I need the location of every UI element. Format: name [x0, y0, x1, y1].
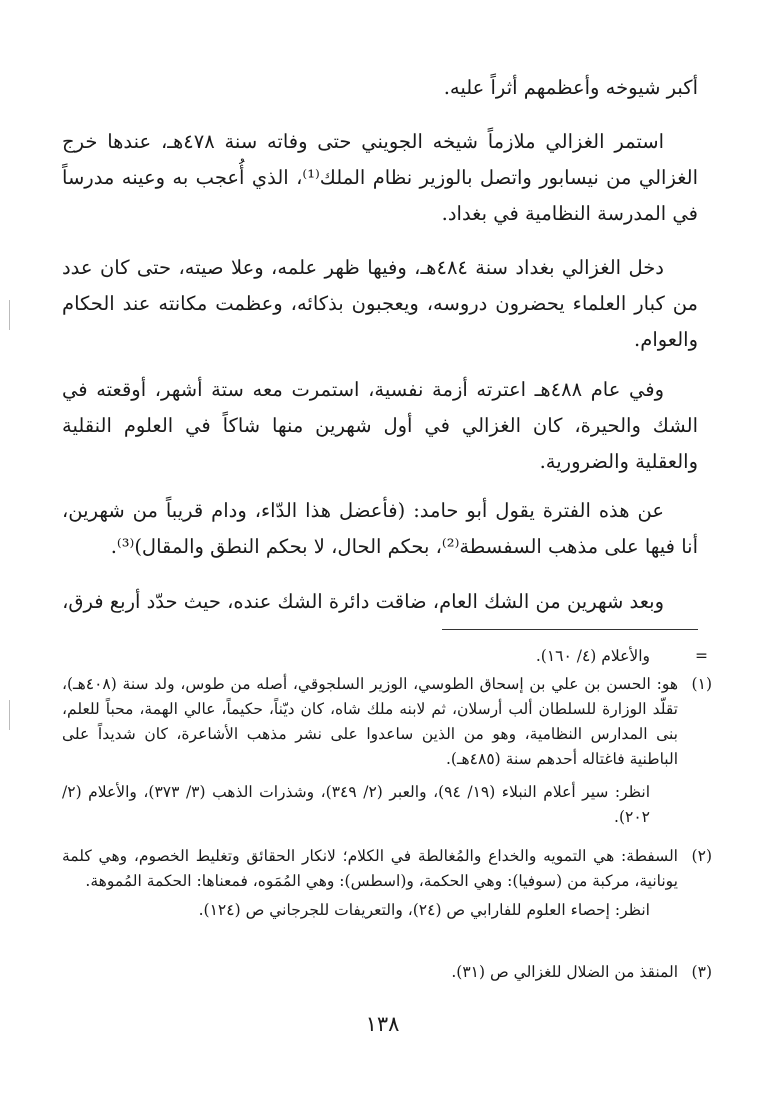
footnote-reference: انظر: سير أعلام النبلاء (١٩/ ٩٤)، والعبر (٢/ ٣٤٩)، وشذرات الذهب (٣/ ٣٧٣)، والأعلام (٢/ ٢٠٢). — [62, 783, 650, 826]
footnote-text: السفطة: هي التمويه والخداع والمُغالطة في الكلام؛ لانكار الحقائق وتغليط الخصوم، وهي كلمة يونانية، مركبة من (سوفيا): وهي الحكمة، و(اسطس): وهي المُمَوه، فمعناها: الحكمة المُموهة. — [62, 847, 678, 890]
scan-edge-mark — [9, 300, 10, 330]
page-number: ١٣٨ — [365, 1012, 400, 1036]
footnote-continuation — [62, 644, 712, 669]
paragraph-3: دخل الغزالي بغداد سنة ٤٨٤هـ، وفيها ظهر علمه، وعلا صيته، حتى كان عدد من كبار العلماء يحضرون دروسه، ويعجبون بذكائه، وعظمت مكانته عند الحكام والعوام. — [62, 256, 698, 351]
continuation-text: والأعلام (٤/ ١٦٠). — [535, 647, 650, 665]
continuation-mark: = — [695, 647, 708, 665]
footnote-text: هو: الحسن بن علي بن إسحاق الطوسي، الوزير السلجوقي، أصله من طوس، ولد سنة (٤٠٨هـ)، تقلّد الوزارة للسلطان ألب أرسلان، ثم لابنه ملك شاه، كان ديّناً، حكيماً، عالي الهمة، محباً للعلم، بنى المدارس النظامية، وهو من الذين ساعدوا على نشر مذهب الأشاعرة، كان شديداً على الباطنية فاغتاله أحدهم سنة (٤٨٥هـ). — [62, 675, 678, 768]
scan-edge-mark — [9, 700, 10, 730]
paragraph-4: وفي عام ٤٨٨هـ اعترته أزمة نفسية، استمرت معه ستة أشهر، أوقعته في الشك والحيرة، كان الغزالي في أول شهرين منها شاكاً في العلوم النقلية والعقلية والضرورية. — [62, 378, 698, 473]
footnote-separator — [442, 629, 698, 630]
footnote-number: (١) — [691, 675, 712, 693]
paragraph-6: وبعد شهرين من الشك العام، ضاقت دائرة الشك عنده، حيث حدّد أربع فرق، — [62, 590, 664, 613]
paragraph-5: عن هذه الفترة يقول أبو حامد: (فأعضل هذا الدّاء، ودام قريباً من شهرين، أنا فيها على مذهب السفسطة⁽²⁾، بحكم الحال، لا بحكم النطق والمقال)⁽³⁾. — [62, 499, 698, 558]
footnote-number: (٣) — [691, 963, 712, 981]
footnote-2 — [62, 844, 712, 923]
paragraph-1: أكبر شيوخه وأعظمهم أثراً عليه. — [443, 76, 698, 99]
footnote-text: المنقذ من الضلال للغزالي ص (٣١). — [451, 963, 678, 981]
footnote-3 — [62, 960, 712, 985]
paragraph-2: استمر الغزالي ملازماً شيخه الجويني حتى وفاته سنة ٤٧٨هـ، عندها خرج الغزالي من نيسابور واتصل بالوزير نظام الملك⁽¹⁾، الذي أُعجب به وعينه مدرساً في المدرسة النظامية في بغداد. — [62, 130, 698, 225]
footnote-1 — [62, 672, 712, 830]
footnote-number: (٢) — [691, 847, 712, 865]
footnote-reference: انظر: إحصاء العلوم للفارابي ص (٢٤)، والتعريفات للجرجاني ص (١٢٤). — [198, 901, 650, 919]
